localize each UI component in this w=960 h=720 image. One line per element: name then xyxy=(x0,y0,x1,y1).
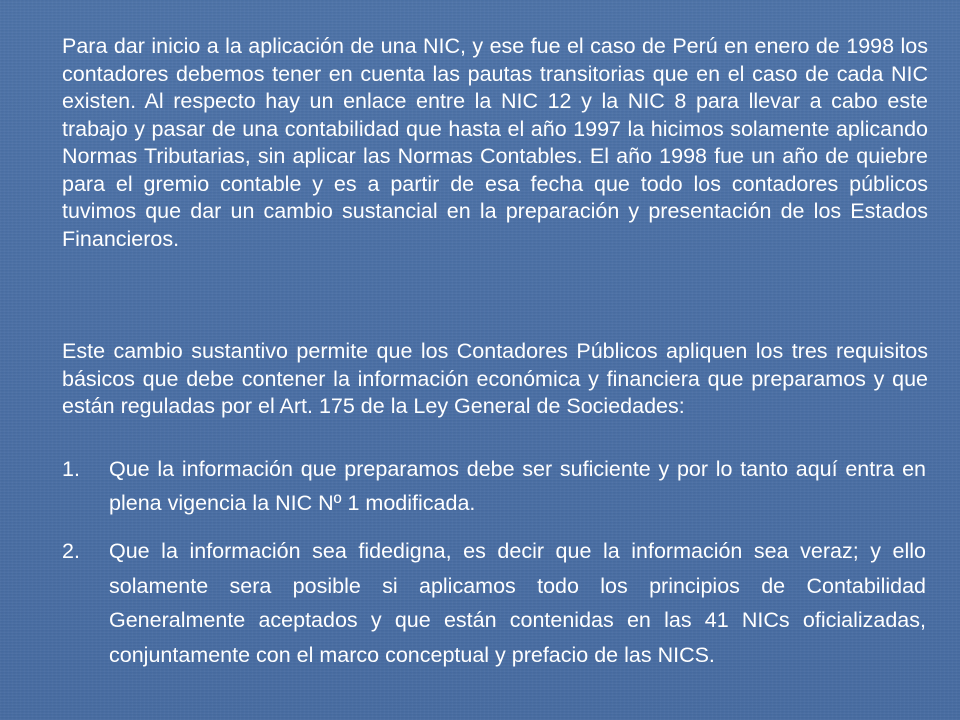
list-item-text: Que la información sea fidedigna, es decir que la información sea veraz; y ello solamente sera posible si aplicamos todo los principios de Contabilidad Generalmente aceptados y que están contenidas en las 41 NICs oficializadas, conjuntamente con el marco conceptual y prefacio de las NICS. xyxy=(109,539,926,667)
paragraph-requirements: Este cambio sustantivo permite que los Contadores Públicos apliquen los tres requisitos básicos que debe contener la información económica y financiera que preparamos y que están reguladas por el Art. 175 de la Ley General de Sociedades: xyxy=(62,339,928,418)
list-item-number: 1. xyxy=(62,457,80,481)
list-item-number: 2. xyxy=(62,539,80,563)
list-item-text: Que la información que preparamos debe ser suficiente y por lo tanto aquí entra en plena vigencia la NIC Nº 1 modificada. xyxy=(109,457,926,515)
paragraph-intro: Para dar inicio a la aplicación de una NIC, y ese fue el caso de Perú en enero de 1998 los contadores debemos tener en cuenta las pautas transitorias que en el caso de cada NIC existen. Al respecto hay un enlace entre la NIC 12 y la NIC 8 para llevar a cabo este trabajo y pasar de una contabilidad que hasta el año 1997 la hicimos solamente aplicando Normas Tributarias, sin aplicar las Normas Contables. El año 1998 fue un año de quiebre para el gremio contable y es a partir de esa fecha que todo los contadores públicos tuvimos que dar un cambio sustancial en la preparación y presentación de los Estados Financieros. xyxy=(62,34,928,251)
